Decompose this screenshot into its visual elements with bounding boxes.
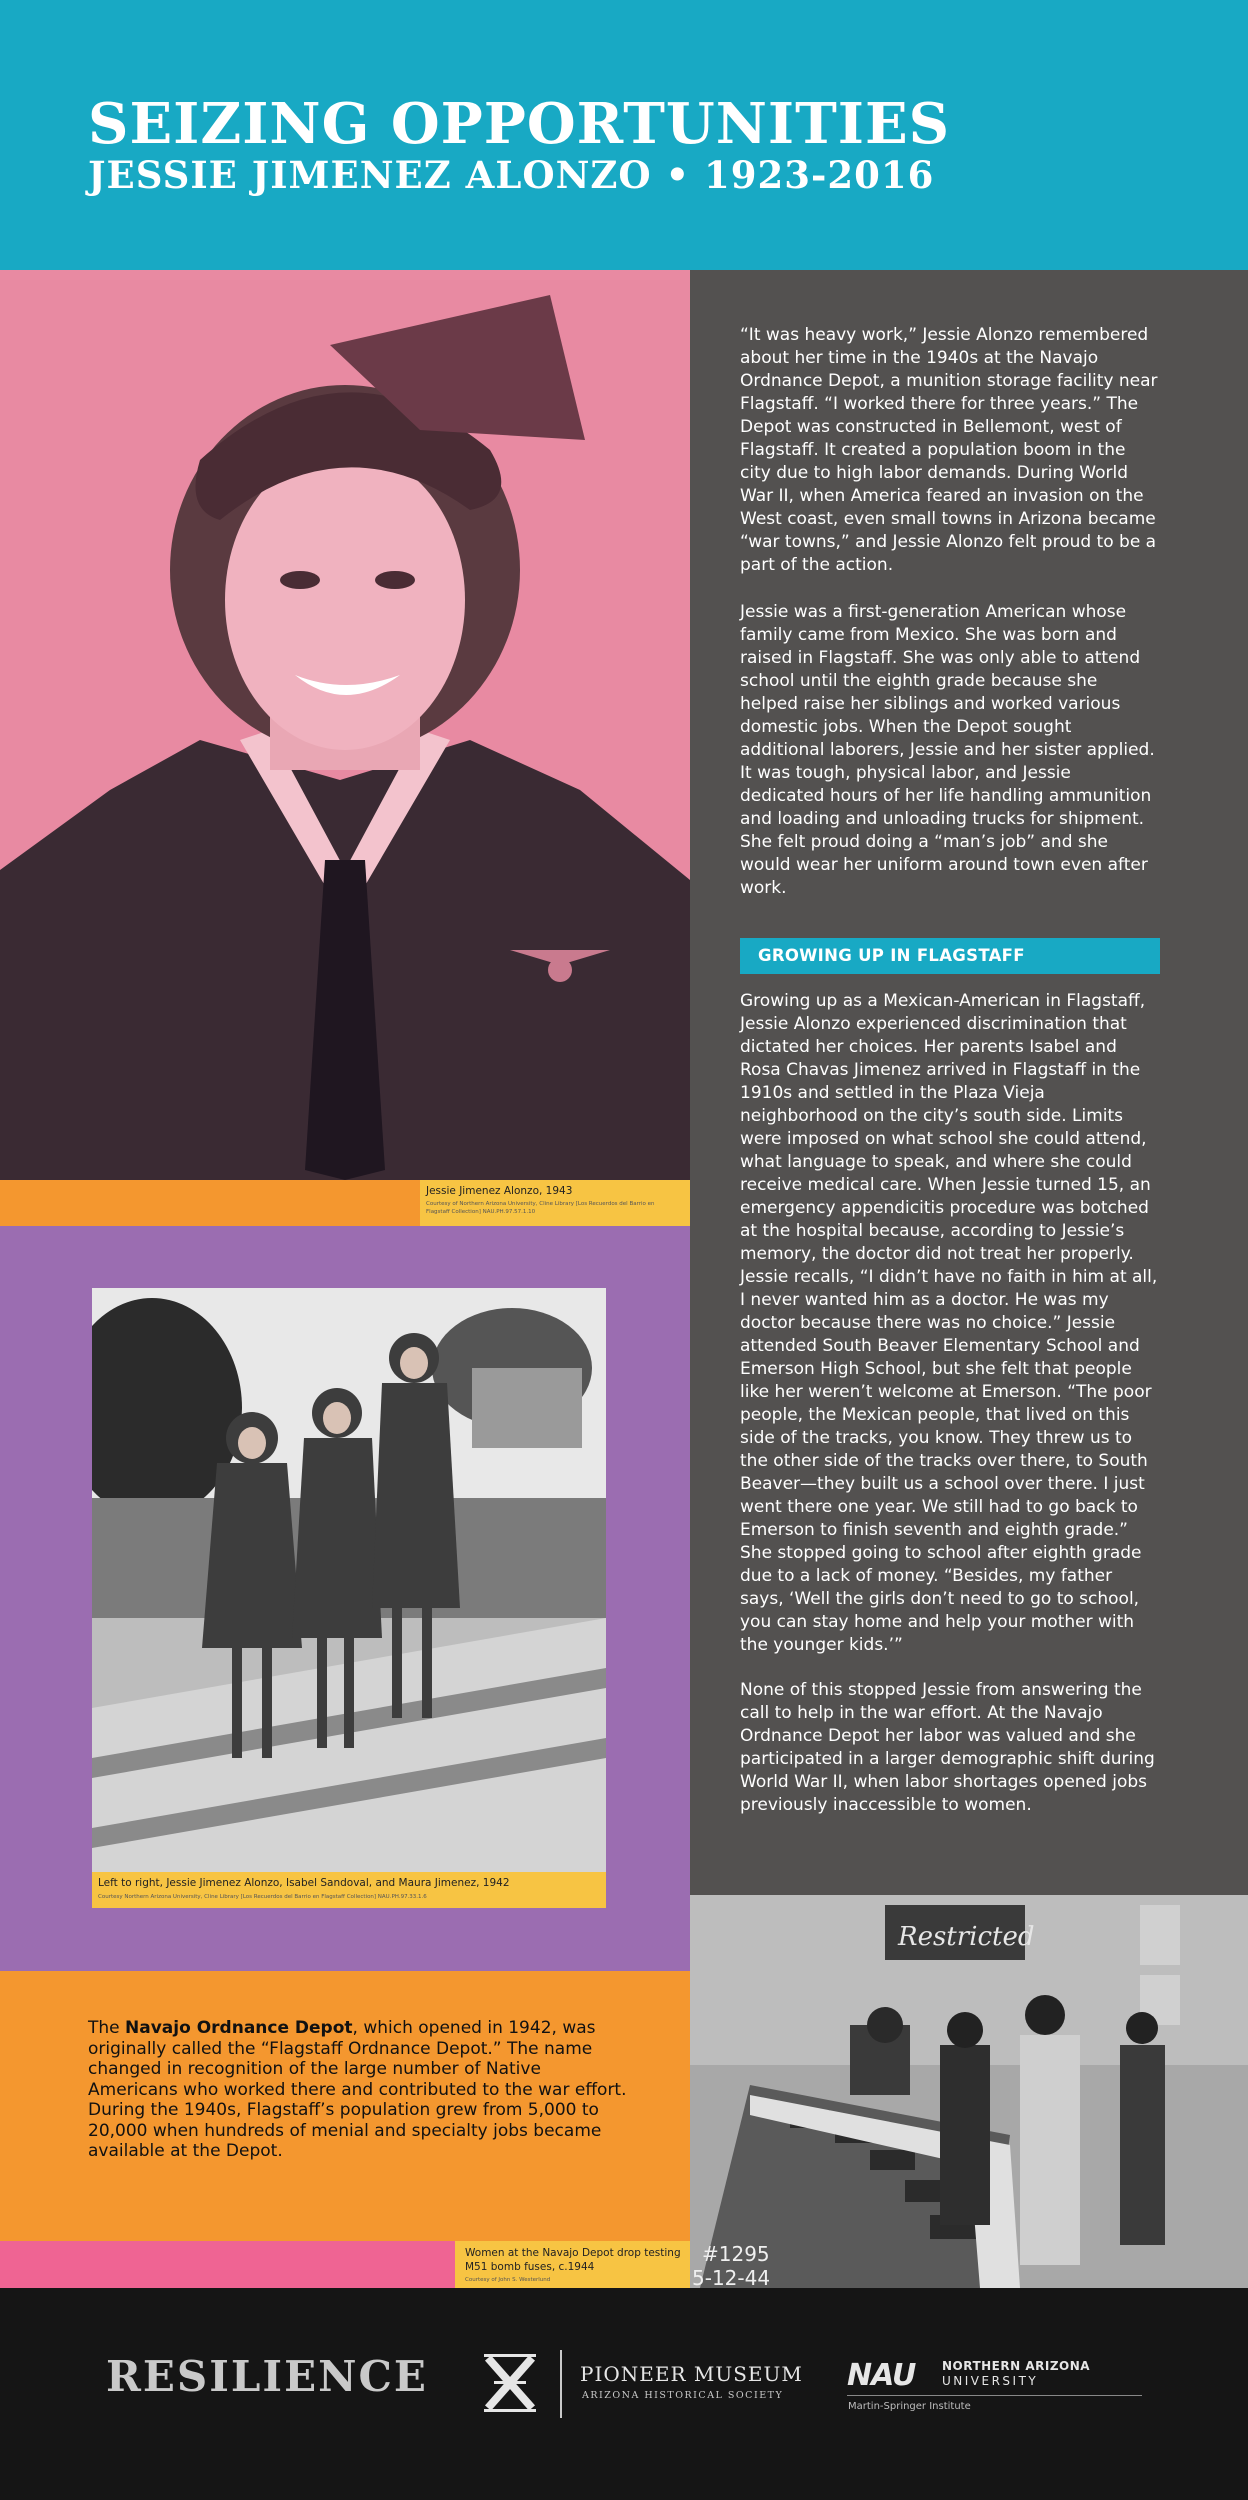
portrait-illustration [0, 270, 690, 1180]
photo-caption: Left to right, Jessie Jimenez Alonzo, Isabel Sandoval, and Maura Jimenez, 1942 [98, 1877, 510, 1889]
body-paragraph-4: None of this stopped Jessie from answering the call to help in the war effort. At the Navajo Ordnance Depot her labor was valued and she participated in a larger demographic shift during World War II, when labor shortages opened jobs previously inaccessible to women. [740, 1680, 1155, 1815]
pink-bar [0, 2241, 455, 2288]
photo-stamp: 5-12-44 [692, 2266, 771, 2288]
page-title: SEIZING OPPORTUNITIES [88, 91, 951, 157]
photo-caption: Jessie Jimenez Alonzo, 1943 [426, 1185, 573, 1197]
nau-logo-mark: NAU [847, 2358, 916, 2393]
body-paragraph-1: “It was heavy work,” Jessie Alonzo remembered about her time in the 1940s at the Navajo Ordnance Depot, a munition storage facility near Flagstaff. “I worked there for three years.” The Depot was constructed in Bellemont, west of Flagstaff. It created a population boom in the city due to high labor demands. During World War II, when America feared an invasion on the West coast, even small towns in Arizona became “war towns,” and Jessie Alonzo felt proud to be a part of the action. [740, 325, 1158, 575]
info-lead: The [88, 2018, 126, 2038]
photo-caption-box [420, 1180, 690, 1226]
restricted-sign-text: Restricted [898, 1922, 1035, 1952]
photo-credit: Courtesy of John S. Westerlund [465, 2277, 551, 2283]
nau-divider [847, 2395, 1142, 2396]
nau-name-line1: NORTHERN ARIZONA [942, 2359, 1091, 2373]
body-paragraph-3: Growing up as a Mexican-American in Flagstaff, Jessie Alonzo experienced discrimination that dictated her choices. Her parents Isabel and Rosa Chavas Jimenez arrived in Flagstaff in the 1910s and settled in the Plaza Vieja neighborhood on the city’s south side. Limits were imposed on what school she could attend, what language to speak, and where she could receive medical care. When Jessie turned 15, an emergency appendicitis procedure was botched at the hospital because, according to Jessie’s memory, the doctor did not treat her properly. Jessie recalls, “I didn’t have no faith in him at all, I never wanted him as a doctor. He was my doctor because there was no choice.” Jessie attended South Beaver Elementary School and Emerson High School, but she felt that people like her weren’t welcome at Emerson. “The poor people, the Mexican people, that lived on this side of the tracks, you know. They threw us to the other side of the tracks over there, to South Beaver—they built us a school over there. I just went there one year. We still had to go back to Emerson to finish seventh and eighth grade.” She stopped going to school after eighth grade due to a lack of money. “Besides, my father says, ‘Well the girls don’t need to go to school, you can stay home and help your mother with the younger kids.’” [740, 991, 1158, 1655]
page-subtitle: JESSIE JIMENEZ ALONZO • 1923-2016 [88, 153, 935, 197]
nau-name-line2: UNIVERSITY [942, 2374, 1039, 2388]
pioneer-museum-subtitle: ARIZONA HISTORICAL SOCIETY [582, 2390, 784, 2401]
photo-credit: Flagstaff Collection] NAU.PH.97.57.1.10 [426, 1209, 536, 1215]
photo-caption: Women at the Navajo Depot drop testing [465, 2247, 681, 2259]
section-heading: GROWING UP IN FLAGSTAFF [740, 938, 1160, 974]
photo-stamp: #1295 [702, 2242, 770, 2266]
portrait-photo [0, 270, 690, 1180]
group-photo [92, 1288, 606, 1872]
info-bold-term: Navajo Ordnance Depot [125, 2018, 353, 2038]
body-paragraph-2: Jessie was a first-generation American whose family came from Mexico. She was born and raised in Flagstaff. She was only able to attend school until the eighth grade because she helped raise her siblings and worked various domestic jobs. When the Depot sought additional laborers, Jessie and her sister applied. It was tough, physical labor, and Jessie dedicated hours of her life handling ammunition and loading and unloading trucks for shipment. She felt proud doing a “man’s job” and she would wear her uniform around town even after work. [740, 602, 1155, 898]
photo-caption: M51 bomb fuses, c.1944 [465, 2261, 595, 2273]
info-rest: , which opened in 1942, was originally called the “Flagstaff Ordnance Depot.” The name changed in recognition of the large number of Native Americans who worked there and contributed to the war effort. During the 1940s, Flagstaff’s population grew from 5,000 to 20,000 when hundreds of menial and specialty jobs became available at the Depot. [88, 2018, 627, 2161]
footer-divider [560, 2350, 562, 2418]
photo-credit: Courtesy Northern Arizona University, Cline Library [Los Recuerdos del Barrio en Flagstaff Collection] NAU.PH.97.33.1.6 [98, 1894, 427, 1900]
resilience-logo-text: RESILIENCE [106, 2352, 428, 2401]
photo-credit: Courtesy of Northern Arizona University, Cline Library [Los Recuerdos del Barrio en [426, 1201, 655, 1207]
depot-photo-illustration [690, 1895, 1248, 2288]
photo-caption-box [92, 1872, 606, 1908]
group-photo-illustration [92, 1288, 606, 1872]
photo-caption-box [455, 2241, 690, 2288]
pioneer-museum-x-icon [480, 2348, 540, 2422]
nau-institute: Martin-Springer Institute [848, 2401, 971, 2412]
info-text [88, 2018, 628, 2162]
pioneer-museum-name: PIONEER MUSEUM [580, 2362, 803, 2386]
depot-photo [690, 1895, 1248, 2288]
